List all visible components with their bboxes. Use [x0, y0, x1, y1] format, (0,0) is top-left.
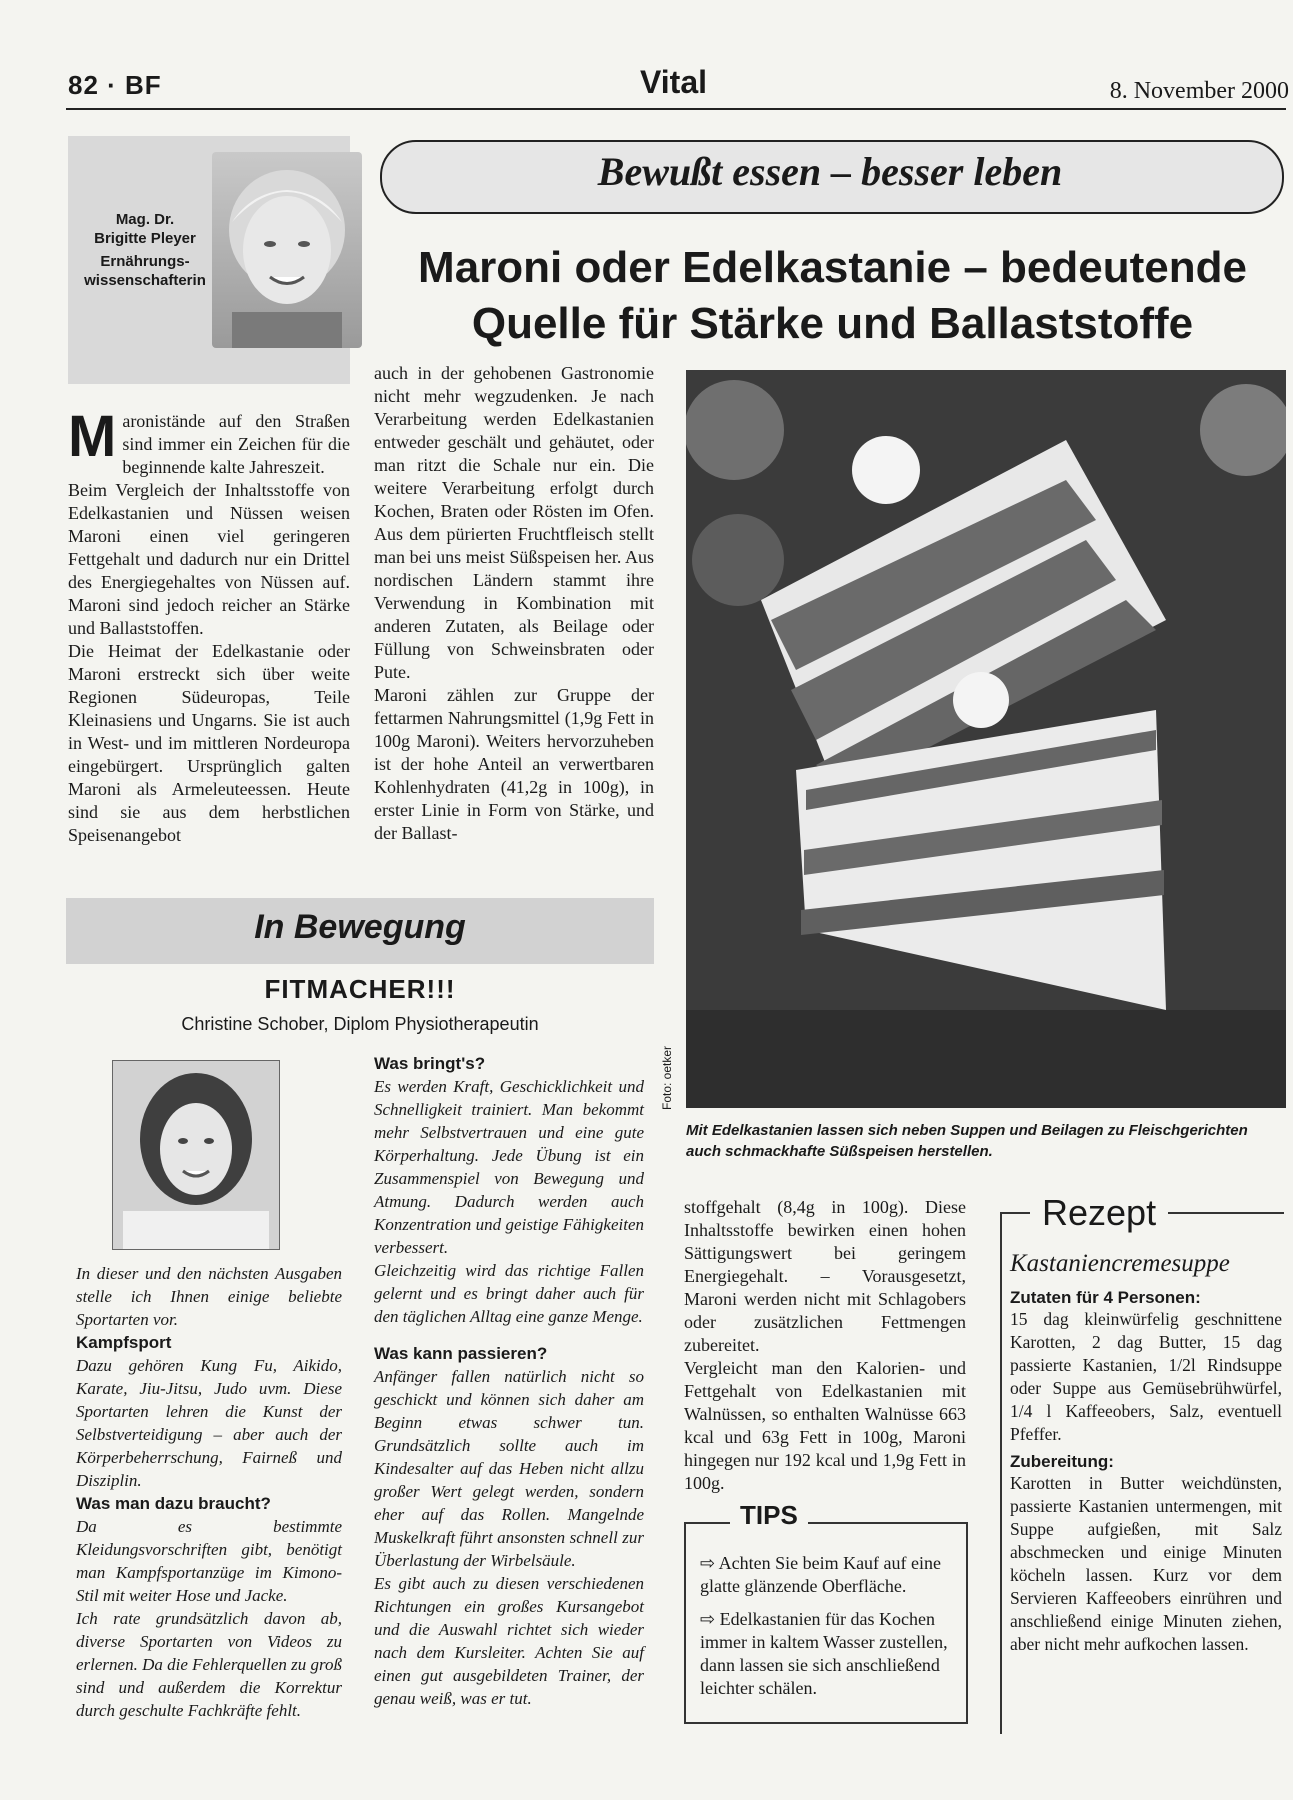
sidebar-subheading: Kampfsport: [76, 1333, 172, 1352]
tip-item: [700, 1552, 952, 1598]
tips-box: [684, 1522, 968, 1724]
article-column-3: [684, 1196, 966, 1495]
article-column-1: [68, 404, 350, 847]
sidebar-column-1: [76, 1262, 342, 1722]
author-name: Brigitte Pleyer: [94, 230, 196, 247]
ingredients-label: Zutaten für 4 Personen:: [1010, 1288, 1201, 1307]
sidebar-paragraph: Es werden Kraft, Geschicklichkeit und Schnelligkeit trainiert. Man bekommt mehr Selbstvertrauen und eine gute Körperhaltung. Jede Übung ist ein Zusammenspiel von Bewegung und Atmung. Dadurch werden auch Konzentration und geistige Fähigkeiten verbessert.: [374, 1077, 644, 1257]
headline-line-1: Maroni oder Edelkastanie – bedeutende: [418, 243, 1247, 292]
sidebar-title: FITMACHER!!!: [264, 974, 456, 1004]
article-lead: aronistände auf den Straßen sind immer ein Zeichen für die beginnende kalte Jahreszeit.: [122, 411, 350, 477]
article-paragraph: Maroni zählen zur Gruppe der fettarmen Nahrungsmittel (1,9g Fett in 100g Maroni). Weiters hervorzuheben ist der hohe Anteil an verwertbaren Kohlenhydraten (41,2g in 100g), in erster Linie in Form von Stärke, und der Ballast-: [374, 685, 654, 843]
tip-text: Achten Sie beim Kauf auf eine glatte glänzende Oberfläche.: [700, 1553, 942, 1596]
photo-caption: Mit Edelkastanien lassen sich neben Suppen und Beilagen zu Fleischgerichten auch schmackhafte Süßspeisen herstellen.: [686, 1122, 1248, 1160]
portrait-illustration: [212, 152, 362, 348]
article-paragraph: Beim Vergleich der Inhaltsstoffe von Edelkastanien und Nüssen weisen Maroni einen viel geringeren Fettgehalt und dadurch nur ein Drittel des Energiegehaltes von Nüssen auf. Maroni sind jedoch reicher an Stärke und Ballaststoffen.: [68, 480, 350, 638]
issue-date: 8. November 2000: [1109, 78, 1289, 104]
recipe-name: Kastaniencremesuppe: [1010, 1250, 1230, 1277]
header-rule: [66, 108, 1286, 110]
author-role: Ernährungs-wissenschafterin: [84, 253, 206, 289]
author-title: Mag. Dr.: [115, 211, 175, 228]
preparation-text: Karotten in Butter weichdünsten, passierte Kastanien untermengen, mit Suppe aufgießen, mit Salz abschmecken und einige Minuten köcheln lassen. Kurz vor dem Servieren Kaffeeobers einrühren und anschließend einige Minuten ziehen, aber nicht mehr aufkochen lassen.: [1010, 1473, 1282, 1654]
article-paragraph: Vergleicht man den Kalorien- und Fettgehalt von Edelkastanien mit Walnüssen, so enthalten Walnüsse 663 kcal und 63g Fett in 100g, Maroni hingegen nur 192 kcal und 1,9g Fett in 100g.: [684, 1358, 966, 1493]
sidebar-paragraph: Ich rate grundsätzlich davon ab, diverse Sportarten von Videos zu erlernen. Da die Fehlerquellen zu groß sind und außerdem die Korrektur durch geschulte Fachkräfte fehlt.: [76, 1609, 342, 1720]
page-number: 82 · BF: [68, 70, 162, 100]
sidebar-paragraph: Gleichzeitig wird das richtige Fallen gelernt und es bringt daher auch für den täglichen Alltag eine ganze Menge.: [374, 1261, 644, 1326]
sidebar-paragraph: Es gibt auch zu diesen verschiedenen Richtungen ein großes Kursangebot und die Auswahl richtet sich wieder nach dem Kursleiter. Achten Sie auf einen gut ausgebildeten Trainer, der genau weiß, was er tut.: [374, 1574, 644, 1708]
article-paragraph: auch in der gehobenen Gastronomie nicht mehr wegzudenken. Je nach Verarbeitung werden Edelkastanien entweder geschält und gehäutet, oder man ritzt die Schale nur ein. Die weitere Verarbeitung erfolgt durch Kochen, Braten oder Rösten im Ofen. Aus dem pürierten Fruchtfleisch stellt man bei uns meist Süßspeisen her. Aus nordischen Ländern stammt ihre Verwendung in Kombination mit anderen Zutaten, als Beilage oder Füllung von Schweinsbraten oder Pute.: [374, 363, 654, 682]
ingredients-text: 15 dag kleinwürfelig geschnittene Karotten, 2 dag Butter, 15 dag passierte Kastanien, 1/2l Rindsuppe oder Suppe aus Gemüsebrühwürfel, 1/4 l Kaffeeobers, Salz, eventuell Pfeffer.: [1010, 1309, 1282, 1444]
arrow-right-icon: ⇨: [700, 1609, 720, 1629]
cake-photo: [686, 370, 1286, 1108]
sidebar-subheading: Was kann passieren?: [374, 1344, 548, 1363]
author-credit: [80, 210, 210, 290]
recipe-heading: Rezept: [1030, 1192, 1168, 1234]
article-paragraph: stoffgehalt (8,4g in 100g). Diese Inhaltsstoffe bewirken einen hohen Sättigungswert bei geringem Energiegehalt. – Vorausgesetzt, Maroni werden nicht mit Schlagobers oder zusätzlichen Fettmengen zubereitet.: [684, 1197, 966, 1355]
arrow-right-icon: ⇨: [700, 1553, 719, 1573]
drop-cap: M: [68, 404, 117, 469]
article-headline: [380, 240, 1285, 352]
article-paragraph: Die Heimat der Edelkastanie oder Maroni erstreckt sich über weite Regionen Südeuropas, Teile Kleinasiens und Ungarns. Sie ist auch in West- und im mittleren Nordeuropa eingebürgert. Ursprünglich galten Maroni als Armeleuteessen. Heute sind sie aus dem herbstlichen Speisenangebot: [68, 641, 350, 845]
tips-title: TIPS: [730, 1500, 808, 1531]
sidebar-author: Christine Schober, Diplom Physiotherapeutin: [181, 1014, 539, 1034]
sidebar-intro: In dieser und den nächsten Ausgaben stelle ich Ihnen einige beliebte Sportarten vor.: [76, 1264, 342, 1329]
cake-illustration: [686, 370, 1286, 1108]
author-portrait: [212, 152, 362, 348]
preparation-label: Zubereitung:: [1010, 1452, 1114, 1471]
article-column-2: [374, 362, 654, 845]
headline-line-2: Quelle für Stärke und Ballaststoffe: [471, 299, 1194, 348]
sidebar-paragraph: Dazu gehören Kung Fu, Aikido, Karate, Jiu-Jitsu, Judo uvm. Diese Sportarten lehren die Kunst der Selbstverteidigung – aber auch der Körperbeherrschung, Fairneß und Disziplin.: [76, 1356, 342, 1490]
sidebar-paragraph: Da es bestimmte Kleidungsvorschriften gibt, benötigt man Kampfsportanzüge im Kimono-Stil mit weiter Hose und Jacke.: [76, 1517, 342, 1605]
recipe-body: [1010, 1288, 1282, 1656]
sidebar-author-portrait: [112, 1060, 280, 1250]
sidebar-subheading: Was man dazu braucht?: [76, 1494, 271, 1513]
kicker-text: Bewußt essen – besser leben: [597, 149, 1063, 194]
sidebar-banner-text: In Bewegung: [254, 908, 466, 946]
portrait-illustration: [113, 1061, 279, 1249]
sidebar-subheading: Was bringt's?: [374, 1054, 486, 1073]
sidebar-paragraph: Anfänger fallen natürlich nicht so geschickt und können sich daher am Beginn etwas schwer tun. Grundsätzlich sollte auch im Kindesalter auf das Heben nicht allzu großer Wert gelegt werden, sondern eher auf das Rollen. Mangelnde Muskelkraft führt ansonsten schnell zur Überlastung der Wirbelsäule.: [374, 1367, 644, 1570]
photo-credit: Foto: oetker: [660, 1045, 674, 1110]
sidebar-column-2: [374, 1052, 644, 1710]
tip-text: Edelkastanien für das Kochen immer in kaltem Wasser zustellen, dann lassen sie sich anschließend leichter schälen.: [700, 1609, 948, 1698]
tip-item: [700, 1608, 952, 1700]
section-title: Vital: [640, 64, 707, 100]
